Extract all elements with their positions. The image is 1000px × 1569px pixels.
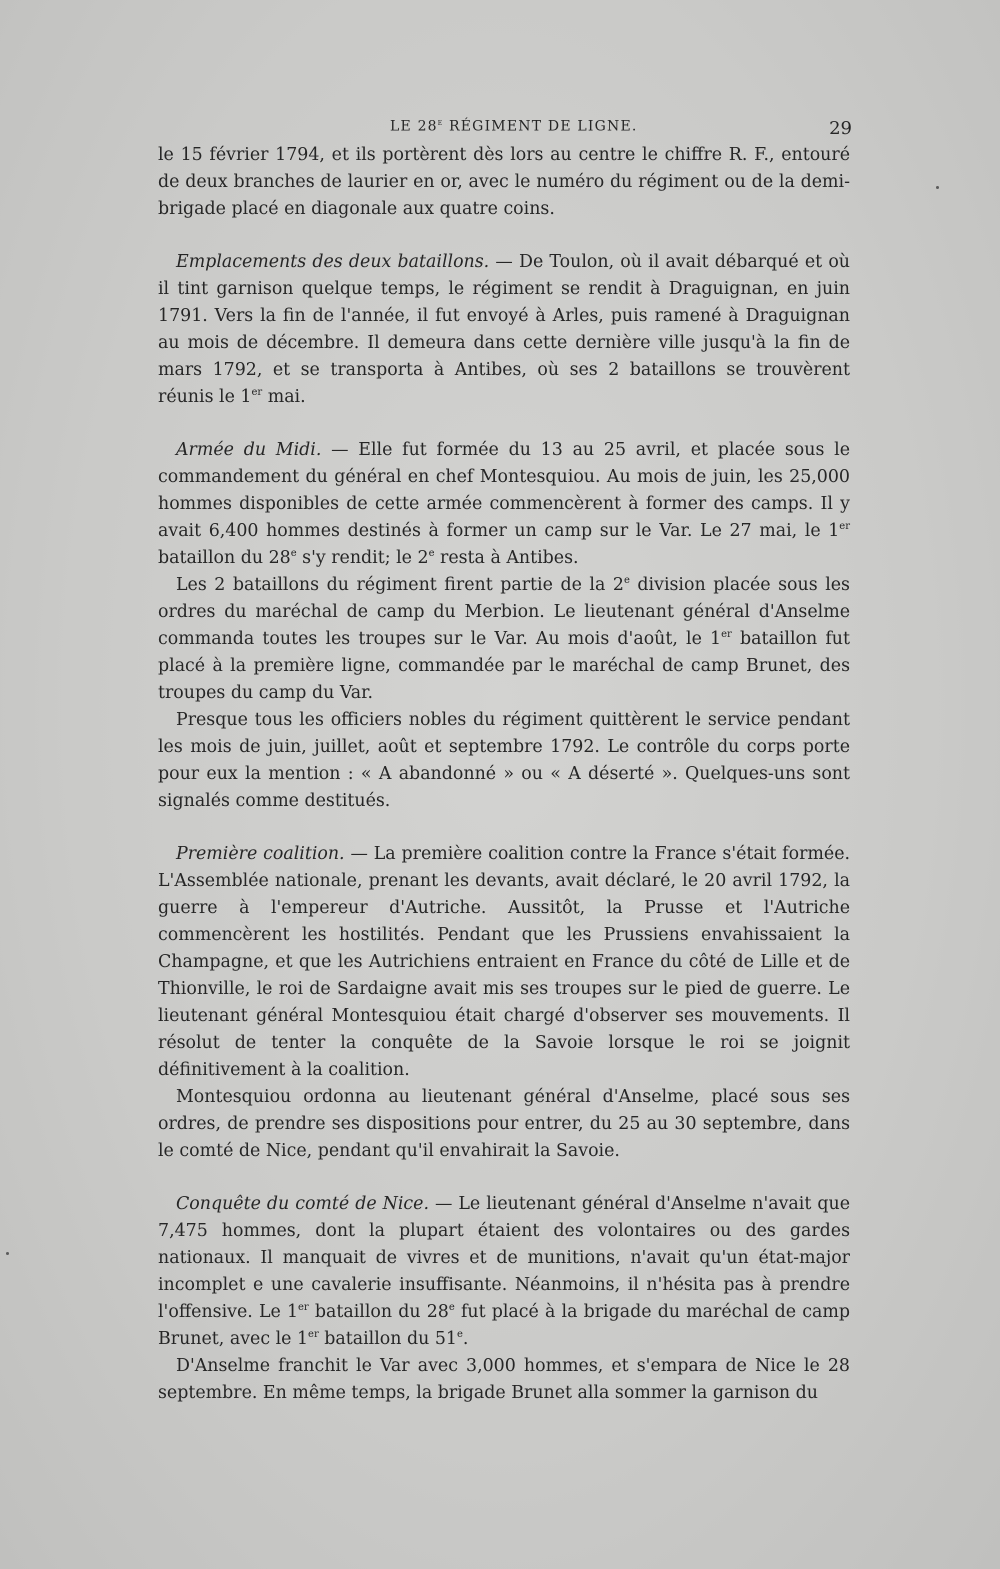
section-heading: Conquête du comté de Nice. [176,1194,429,1214]
running-head: LE 28e RÉGIMENT DE LIGNE. [390,118,638,135]
paragraph-bataillons: Les 2 bataillons du régiment firent partie de la 2e division placée sous les ordres du maréchal de camp du Merbion. Le lieutenant général d'Anselme commanda toutes les troupes sur le Var. Au mois d'août, le 1er bataillon fut placé à la première ligne, commandée par le maréchal de camp Brunet, des troupes du camp du Var. [158,575,850,703]
section-heading: Première coalition. [176,844,345,864]
paragraph-emplacements: Emplacements des deux bataillons. — De Toulon, où il avait débarqué et où il tint garnison quelque temps, le régiment se rendit à Draguignan, en juin 1791. Vers la fin de l'année, il fut envoyé à Arles, puis ramené à Draguignan au mois de décembre. Il demeura dans cette dernière ville jusqu'à la fin de mars 1792, et se transporta à Antibes, où ses 2 bataillons se trouvèrent réunis le 1er mai. [158,252,850,407]
paper-speck [936,186,939,189]
section-heading: Emplacements des deux bataillons. [176,252,490,272]
page-number: 29 [829,118,852,139]
paragraph-armee-du-midi: Armée du Midi. — Elle fut formée du 13 au 25 avril, et placée sous le commandement du général en chef Montesquiou. Au mois de juin, les 25,000 hommes disponibles de cette armée commencèrent à former des camps. Il y avait 6,400 hommes destinés à former un camp sur le Var. Le 27 mai, le 1er bataillon du 28e s'y rendit; le 2e resta à Antibes. [158,440,850,568]
body-text [158,142,850,1407]
paragraph-conquete-nice: Conquête du comté de Nice. — Le lieutenant général d'Anselme n'avait que 7,475 hommes, dont la plupart étaient des volontaires ou des gardes nationaux. Il manquait de vivres et de munitions, n'avait qu'un état-major incomplet e une cavalerie insuffisante. Néanmoins, il n'hésita pas à prendre l'offensive. Le 1er bataillon du 28e fut placé à la brigade du maréchal de camp Brunet, avec le 1er bataillon du 51e. [158,1194,850,1349]
paper-speck [6,1252,9,1255]
paragraph-montesquiou: Montesquiou ordonna au lieutenant général d'Anselme, placé sous ses ordres, de prendre ses dispositions pour entrer, du 25 au 30 septembre, dans le comté de Nice, pendant qu'il envahirait la Savoie. [158,1087,850,1161]
paragraph-continuation: le 15 février 1794, et ils portèrent dès lors au centre le chiffre R. F., entouré de deux branches de laurier en or, avec le numéro du régiment ou de la demi-brigade placé en diagonale aux quatre coins. [158,145,850,219]
section-heading: Armée du Midi. [176,440,322,460]
paragraph-premiere-coalition: Première coalition. — La première coalition contre la France s'était formée. L'Assemblée nationale, prenant les devants, avait déclaré, le 20 avril 1792, la guerre à l'empereur d'Autriche. Aussitôt, la Prusse et l'Autriche commencèrent les hostilités. Pendant que les Prussiens envahissaient la Champagne, et que les Autrichiens entraient en France du côté de Lille et de Thionville, le roi de Sardaigne avait mis ses troupes sur le pied de guerre. Le lieutenant général Montesquiou était chargé d'observer ses mouvements. Il résolut de tenter la conquête de la Savoie lorsque le roi se joignit définitivement à la coalition. [158,844,851,1080]
paragraph-danselme: D'Anselme franchit le Var avec 3,000 hommes, et s'empara de Nice le 28 septembre. En même temps, la brigade Brunet alla sommer la garnison du [158,1356,850,1403]
paragraph-officiers: Presque tous les officiers nobles du régiment quittèrent le service pendant les mois de juin, juillet, août et septembre 1792. Le contrôle du corps porte pour eux la mention : « A abandonné » ou « A déserté ». Quelques-uns sont signalés comme destitués. [158,710,850,811]
